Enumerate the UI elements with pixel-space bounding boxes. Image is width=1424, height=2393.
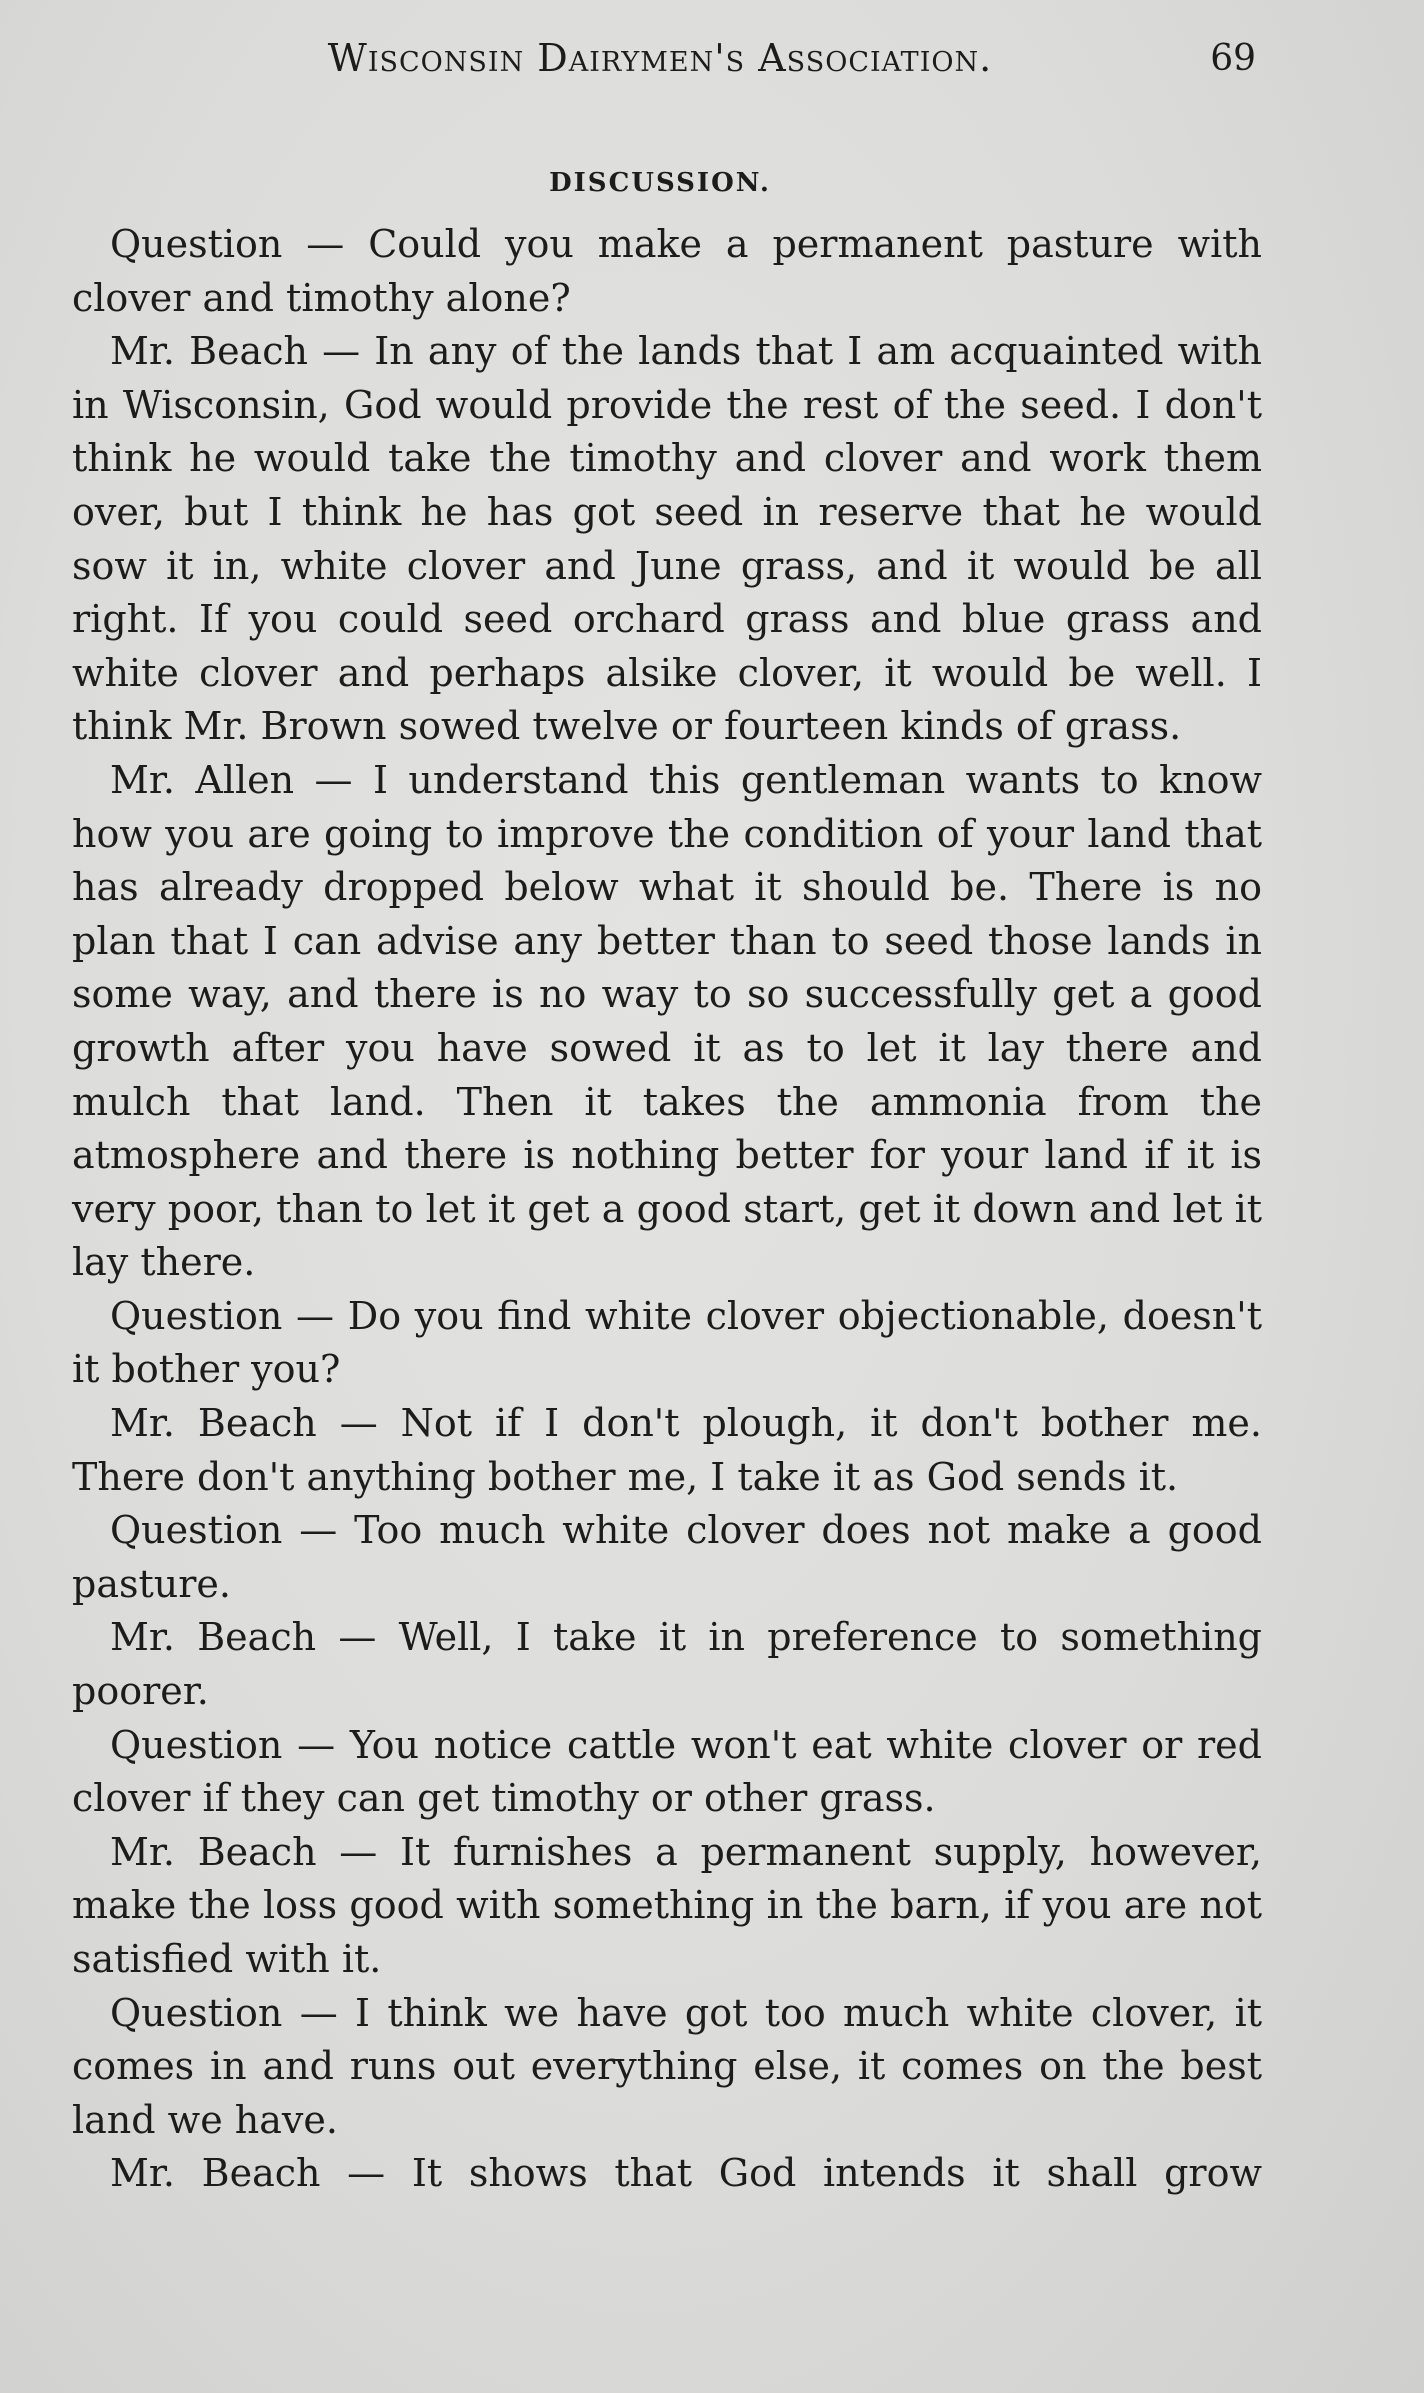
paragraph: Mr. Allen — I understand this gentleman wants to know how you are going to improve the condition of your land that has already dropped below what it should be. There is no plan that I can advise any better than to seed those lands in some way, and there is no way to so successfully get a good growth after you have sowed it as to let it lay there and mulch that land. Then it takes the ammonia from the atmosphere and there is nothing better for your land if it is very poor, than to let it get a good start, get it down and let it lay there. — [72, 757, 1262, 1285]
page-number: 69 — [1210, 38, 1256, 79]
paragraph: Question — Could you make a permanent pasture with clover and timothy alone? — [72, 222, 1262, 320]
paragraph: Question — I think we have got too much white clover, it comes in and runs out everything else, it comes on the best land we have. — [72, 1990, 1262, 2142]
paragraph: Mr. Beach — It shows that God intends it shall grow — [110, 2151, 1262, 2196]
paragraph: Mr. Beach — It furnishes a permanent supply, however, make the loss good with something in the barn, if you are not satisfied with it. — [72, 1829, 1262, 1981]
section-title: DISCUSSION. — [549, 168, 771, 198]
paragraph: Question — Do you find white clover objectionable, doesn't it bother you? — [72, 1293, 1262, 1392]
body-text — [72, 218, 1262, 2201]
paragraph: Question — You notice cattle won't eat white clover or red clover if they can get timothy or other grass. — [72, 1722, 1262, 1821]
running-head: Wisconsin Dairymen's Association. — [327, 36, 993, 80]
paragraph: Mr. Beach — Well, I take it in preference to something poorer. — [72, 1615, 1262, 1714]
paragraph: Question — Too much white clover does not make a good pasture. — [72, 1508, 1262, 1606]
paragraph: Mr. Beach — Not if I don't plough, it don't bother me. There don't anything bother me, I take it as God sends it. — [72, 1401, 1262, 1499]
paragraph: Mr. Beach — In any of the lands that I am acquainted with in Wisconsin, God would provide the rest of the seed. I don't think he would take the timothy and clover and work them over, but I think he has got seed in reserve that he would sow it in, white clover and June grass, and it would be all right. If you could seed orchard grass and blue grass and white clover and perhaps alsike clover, it would be well. I think Mr. Brown sowed twelve or fourteen kinds of grass. — [72, 329, 1262, 749]
